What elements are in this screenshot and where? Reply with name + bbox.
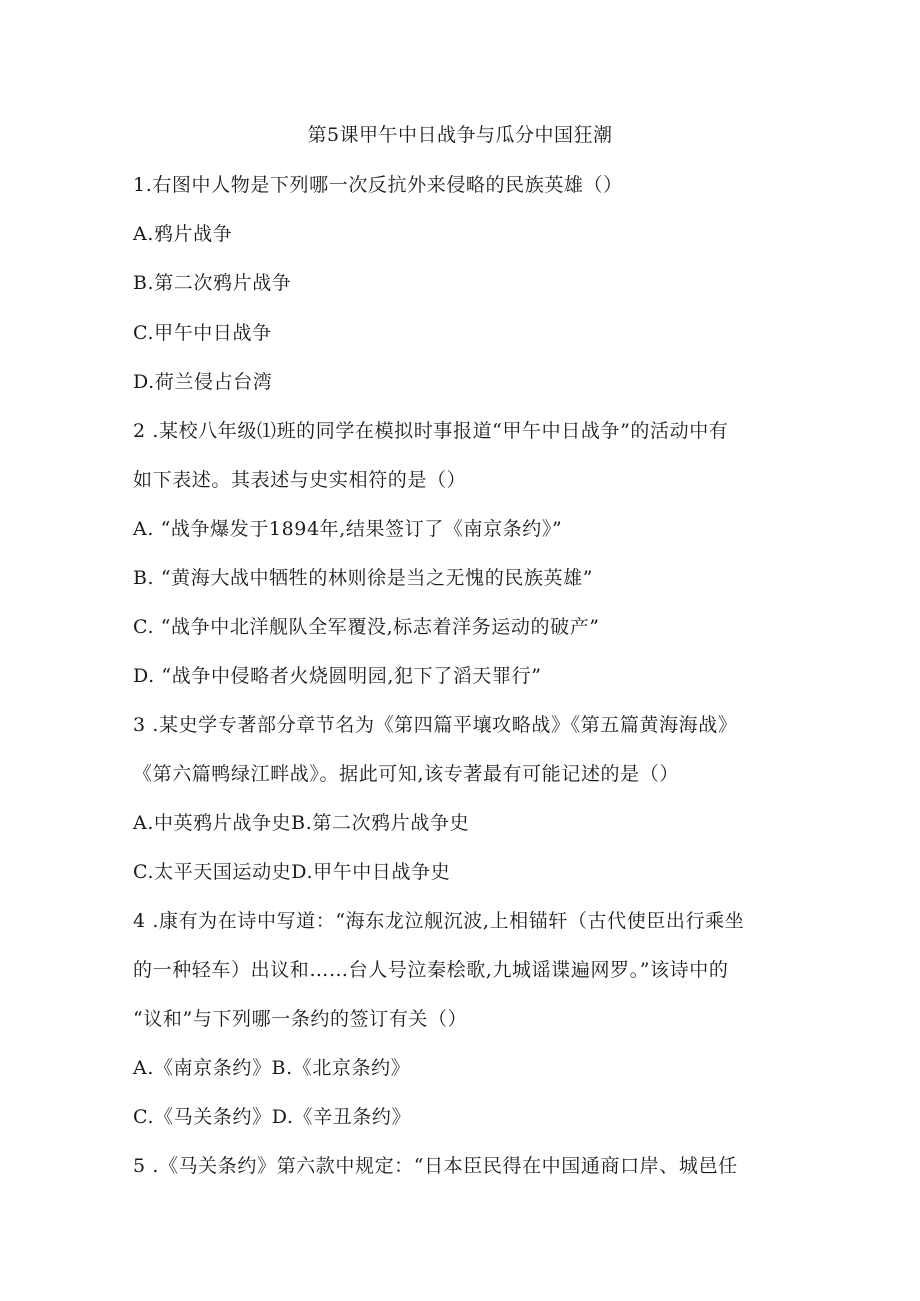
page-title: 第5课甲午中日战争与瓜分中国狂潮	[307, 124, 613, 146]
question-2-stem-line-2: 如下表述。其表述与史实相符的是（）	[133, 469, 467, 491]
question-5-stem-line-1: 5 .《马关条约》第六款中规定：“日本臣民得在中国通商口岸、城邑任	[133, 1155, 738, 1177]
question-1-option-b: B.第二次鸦片战争	[133, 272, 292, 294]
question-2-option-a: A. “战争爆发于1894年,结果签订了《南京条约》”	[133, 518, 563, 540]
question-4-options-cd: C.《马关条约》D.《辛丑条约》	[133, 1106, 412, 1128]
question-2-option-d: D. “战争中侵略者火烧圆明园,犯下了滔天罪行”	[133, 665, 542, 687]
question-3-stem-line-2: 《第六篇鸭绿江畔战》。据此可知,该专著最有可能记述的是（）	[133, 763, 679, 785]
question-2-option-b: B. “黄海大战中牺牲的林则徐是当之无愧的民族英雄”	[133, 567, 594, 589]
question-1-option-a: A.鸦片战争	[133, 223, 233, 245]
question-1-option-d: D.荷兰侵占台湾	[133, 371, 273, 393]
question-3-stem-line-1: 3 .某史学专著部分章节名为《第四篇平壤攻略战》《第五篇黄海海战》	[133, 714, 738, 736]
question-2-stem-line-1: 2 .某校八年级⑴班的同学在模拟时事报道“甲午中日战争”的活动中有	[133, 420, 729, 442]
question-3-options-cd: C.太平天国运动史D.甲午中日战争史	[133, 861, 451, 883]
question-4-stem-line-2: 的一种轻车）出议和……台人号泣秦桧歌,九城谣谍遍网罗。”该诗中的	[133, 959, 729, 981]
question-4-options-ab: A.《南京条约》B.《北京条约》	[133, 1057, 411, 1079]
question-1-stem: 1.右图中人物是下列哪一次反抗外来侵略的民族英雄（）	[133, 174, 623, 196]
question-4-stem-line-3: “议和”与下列哪一条约的签订有关（）	[133, 1008, 468, 1030]
question-4-stem-line-1: 4 .康有为在诗中写道：“海东龙泣舰沉波,上相锚轩（古代使臣出行乘坐	[133, 910, 745, 932]
question-3-options-ab: A.中英鸦片战争史B.第二次鸦片战争史	[133, 812, 470, 834]
question-2-option-c: C. “战争中北洋舰队全军覆没,标志着洋务运动的破产”	[133, 616, 600, 638]
question-1-option-c: C.甲午中日战争	[133, 322, 272, 344]
